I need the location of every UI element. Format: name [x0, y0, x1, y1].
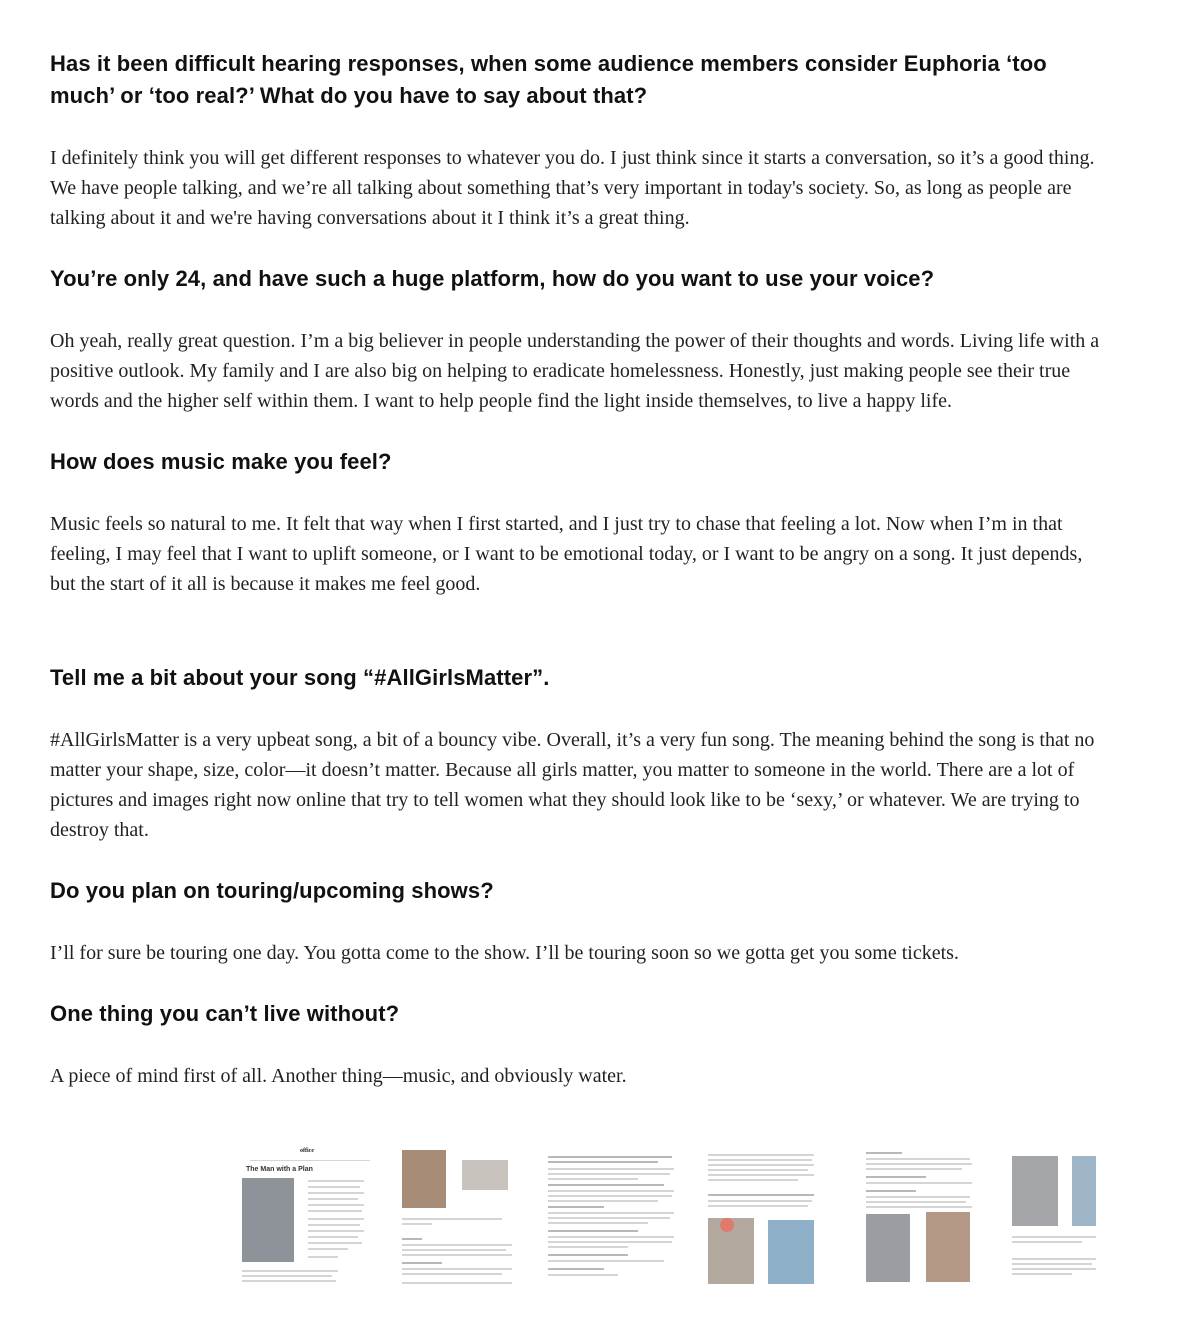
thumbnail-photo	[1012, 1156, 1058, 1226]
question-5: Do you plan on touring/upcoming shows?	[50, 878, 494, 903]
question-2: You’re only 24, and have such a huge platform, how do you want to use your voice?	[50, 266, 935, 291]
thumbnail-photo	[402, 1150, 446, 1208]
answer-5: I’ll for sure be touring one day. You gotta come to the show. I’ll be touring soon so we gotta get you some tickets.	[50, 942, 959, 964]
thumbnail-photo	[926, 1212, 970, 1282]
question-6: One thing you can’t live without?	[50, 1001, 400, 1026]
thumbnail-photo	[1072, 1156, 1096, 1226]
question-3: How does music make you feel?	[50, 449, 392, 474]
page-thumbnail-5[interactable]	[864, 1146, 1004, 1288]
answer-4: #AllGirlsMatter is a very upbeat song, a bit of a bouncy vibe. Overall, it’s a very fun song. The meaning behind the song is that no matter your shape, size, color—it doesn’t matter. Because all girls matter, you matter to someone in the world. There are a lot of pictures and images right now online that try to tell women what they should look like to be ‘sexy,’ or whatever. We are trying to destroy that.	[50, 729, 1095, 841]
thumbnail-photo-balloon	[720, 1218, 734, 1232]
question-1: Has it been difficult hearing responses, when some audience members consider Euphoria ‘too much’ or ‘too real?’ What do you have to say about that?	[50, 51, 1047, 108]
page-thumbnail-2[interactable]	[400, 1146, 540, 1288]
thumbnail-title: The Man with a Plan	[246, 1166, 313, 1173]
answer-3: Music feels so natural to me. It felt that way when I first started, and I just try to chase that feeling a lot. Now when I’m in that feeling, I may feel that I want to uplift someone, or I want to be emotional today, or I want to be angry on a song. It just depends, but the start of it all is because it makes me feel good.	[50, 513, 1083, 595]
page-thumbnail-strip	[236, 1146, 1096, 1291]
page-thumbnail-1[interactable]	[240, 1146, 380, 1288]
answer-6: A piece of mind first of all. Another thing—music, and obviously water.	[50, 1065, 627, 1087]
answer-2: Oh yeah, really great question. I’m a big believer in people understanding the power of their thoughts and words. Living life with a positive outlook. My family and I are also big on helping to eradicate homelessness. Honestly, just making people see their true words and the higher self within them. I want to help people find the light inside themselves, to live a happy life.	[50, 330, 1100, 412]
page-thumbnail-6[interactable]	[1010, 1146, 1096, 1288]
thumbnail-logo: office	[300, 1148, 314, 1154]
answer-1: I definitely think you will get different responses to whatever you do. I just think since it starts a conversation, so it’s a good thing. We have people talking, and we’re all talking about something that’s very important in today's society. So, as long as people are talking about it and we're having conversations about it I think it’s a great thing.	[50, 147, 1095, 229]
page-thumbnail-4[interactable]	[706, 1146, 846, 1288]
thumbnail-photo	[242, 1178, 294, 1262]
thumbnail-photo	[462, 1160, 508, 1190]
question-4: Tell me a bit about your song “#AllGirlsMatter”.	[50, 665, 550, 690]
page-thumbnail-3[interactable]	[546, 1146, 686, 1288]
thumbnail-photo	[768, 1220, 814, 1284]
thumbnail-photo	[866, 1214, 910, 1282]
